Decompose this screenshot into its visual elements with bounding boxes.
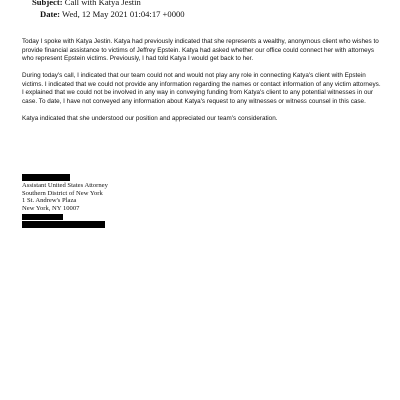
signature-block xyxy=(22,174,108,228)
subject-value: Call with Katya Jestin xyxy=(64,0,141,7)
redacted-name-block xyxy=(22,174,70,181)
date-label: Date: xyxy=(40,8,61,19)
body-paragraph-3: Katya indicated that she understood our position and appreciated our team's consideration. xyxy=(22,115,278,123)
signature-title: Assistant United States Attorney xyxy=(22,181,108,189)
body-paragraph-2: During today's call, I indicated that our team could not and would not play any role in connecting Katya's client with Epstein victims. I indicated that we could not provide any information regarding the names or contact information of any victim attorneys. I explained that we could not be involved in any way in conveying funding from Katya's client to any potential witnesses in our case. To date, I have not conveyed any information about Katya's request to any witnesses or witness counsel in this case. xyxy=(22,72,381,106)
email-body xyxy=(22,38,382,132)
signature-office: Southern District of New York xyxy=(22,189,103,197)
subject-label: Subject: xyxy=(32,0,63,7)
date-row xyxy=(28,9,185,21)
date-value: Wed, 12 May 2021 01:04:17 +0000 xyxy=(62,8,185,19)
body-paragraph-1: Today I spoke with Katya Jestin. Katya had previously indicated that she represents a wealthy, anonymous client who wishes to provide financial assistance to victims of Jeffrey Epstein. Katya had asked whether our office could connect her with attorneys who represent Epstein victims. Previously, I had told Katya I would get back to her. xyxy=(22,38,379,63)
redacted-contact-block xyxy=(22,221,105,228)
email-header xyxy=(28,0,185,20)
redacted-contact-block xyxy=(22,214,63,220)
signature-street: 1 St. Andrew's Plaza xyxy=(22,197,77,205)
subject-row xyxy=(28,0,185,9)
signature-city: New York, NY 10007 xyxy=(22,205,80,213)
